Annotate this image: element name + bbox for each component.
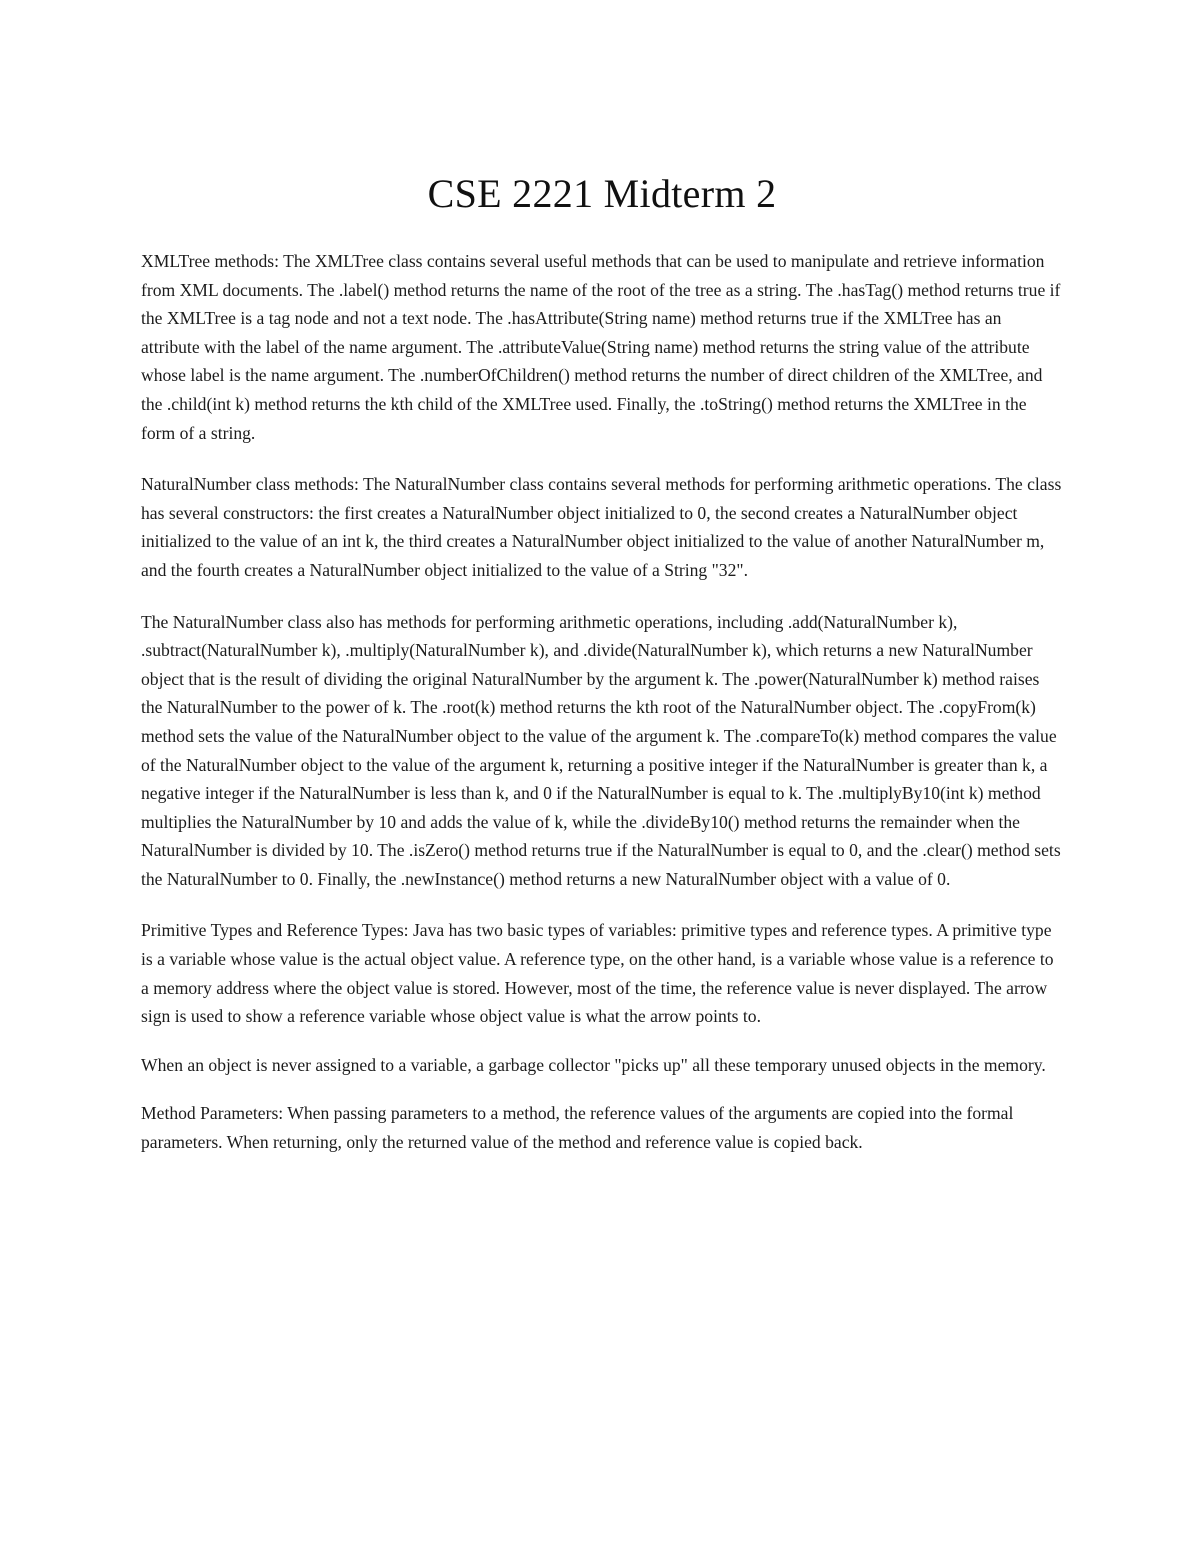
document-page xyxy=(141,0,1063,1157)
paragraph-method-parameters: Method Parameters: When passing parameters to a method, the reference values of the arguments are copied into the formal parameters. When returning, only the returned value of the method and reference value is copied back. xyxy=(141,1103,1014,1153)
paragraph-naturalnumber-arithmetic: The NaturalNumber class also has methods for performing arithmetic operations, including .add(NaturalNumber k), .subtract(NaturalNumber k), .multiply(NaturalNumber k), and .divide(NaturalNumber k), which returns a new NaturalNumber object that is the result of dividing the original NaturalNumber by the argument k. The .power(NaturalNumber k) method raises the NaturalNumber to the power of k. The .root(k) method returns the kth root of the NaturalNumber object. The .copyFrom(k) method sets the value of the NaturalNumber object to the value of the argument k. The .compareTo(k) method compares the value of the NaturalNumber object to the value of the argument k, returning a positive integer if the NaturalNumber is greater than k, a negative integer if the NaturalNumber is less than k, and 0 if the NaturalNumber is equal to k. The .multiplyBy10(int k) method multiplies the NaturalNumber by 10 and adds the value of k, while the .divideBy10() method returns the remainder when the NaturalNumber is divided by 10. The .isZero() method returns true if the NaturalNumber is equal to 0, and the .clear() method sets the NaturalNumber to 0. Finally, the .newInstance() method returns a new NaturalNumber object with a value of 0. xyxy=(141,611,1061,889)
document-title: CSE 2221 Midterm 2 xyxy=(427,171,777,216)
paragraph-garbage-collector: When an object is never assigned to a variable, a garbage collector "picks up" all these temporary unused objects in the memory. xyxy=(141,1054,1046,1075)
paragraph-xmltree-methods: XMLTree methods: The XMLTree class contains several useful methods that can be used to manipulate and retrieve information from XML documents. The .label() method returns the name of the root of the tree as a string. The .hasTag() method returns true if the XMLTree is a tag node and not a text node. The .hasAttribute(String name) method returns true if the XMLTree has an attribute with the label of the name argument. The .attributeValue(String name) method returns the string value of the attribute whose label is the name argument. The .numberOfChildren() method returns the number of direct children of the XMLTree, and the .child(int k) method returns the kth child of the XMLTree used. Finally, the .toString() method returns the XMLTree in the form of a string. xyxy=(141,251,1061,443)
paragraph-primitive-reference-types: Primitive Types and Reference Types: Java has two basic types of variables: primitive types and reference types. A primitive type is a variable whose value is the actual object value. A reference type, on the other hand, is a variable whose value is a reference to a memory address where the object value is stored. However, most of the time, the reference value is never displayed. The arrow sign is used to show a reference variable whose object value is what the arrow points to. xyxy=(141,920,1054,1027)
paragraph-naturalnumber-constructors: NaturalNumber class methods: The NaturalNumber class contains several methods for performing arithmetic operations. The class has several constructors: the first creates a NaturalNumber object initialized to 0, the second creates a NaturalNumber object initialized to the value of an int k, the third creates a NaturalNumber object initialized to the value of another NaturalNumber m, and the fourth creates a NaturalNumber object initialized to the value of a String "32". xyxy=(141,474,1062,580)
